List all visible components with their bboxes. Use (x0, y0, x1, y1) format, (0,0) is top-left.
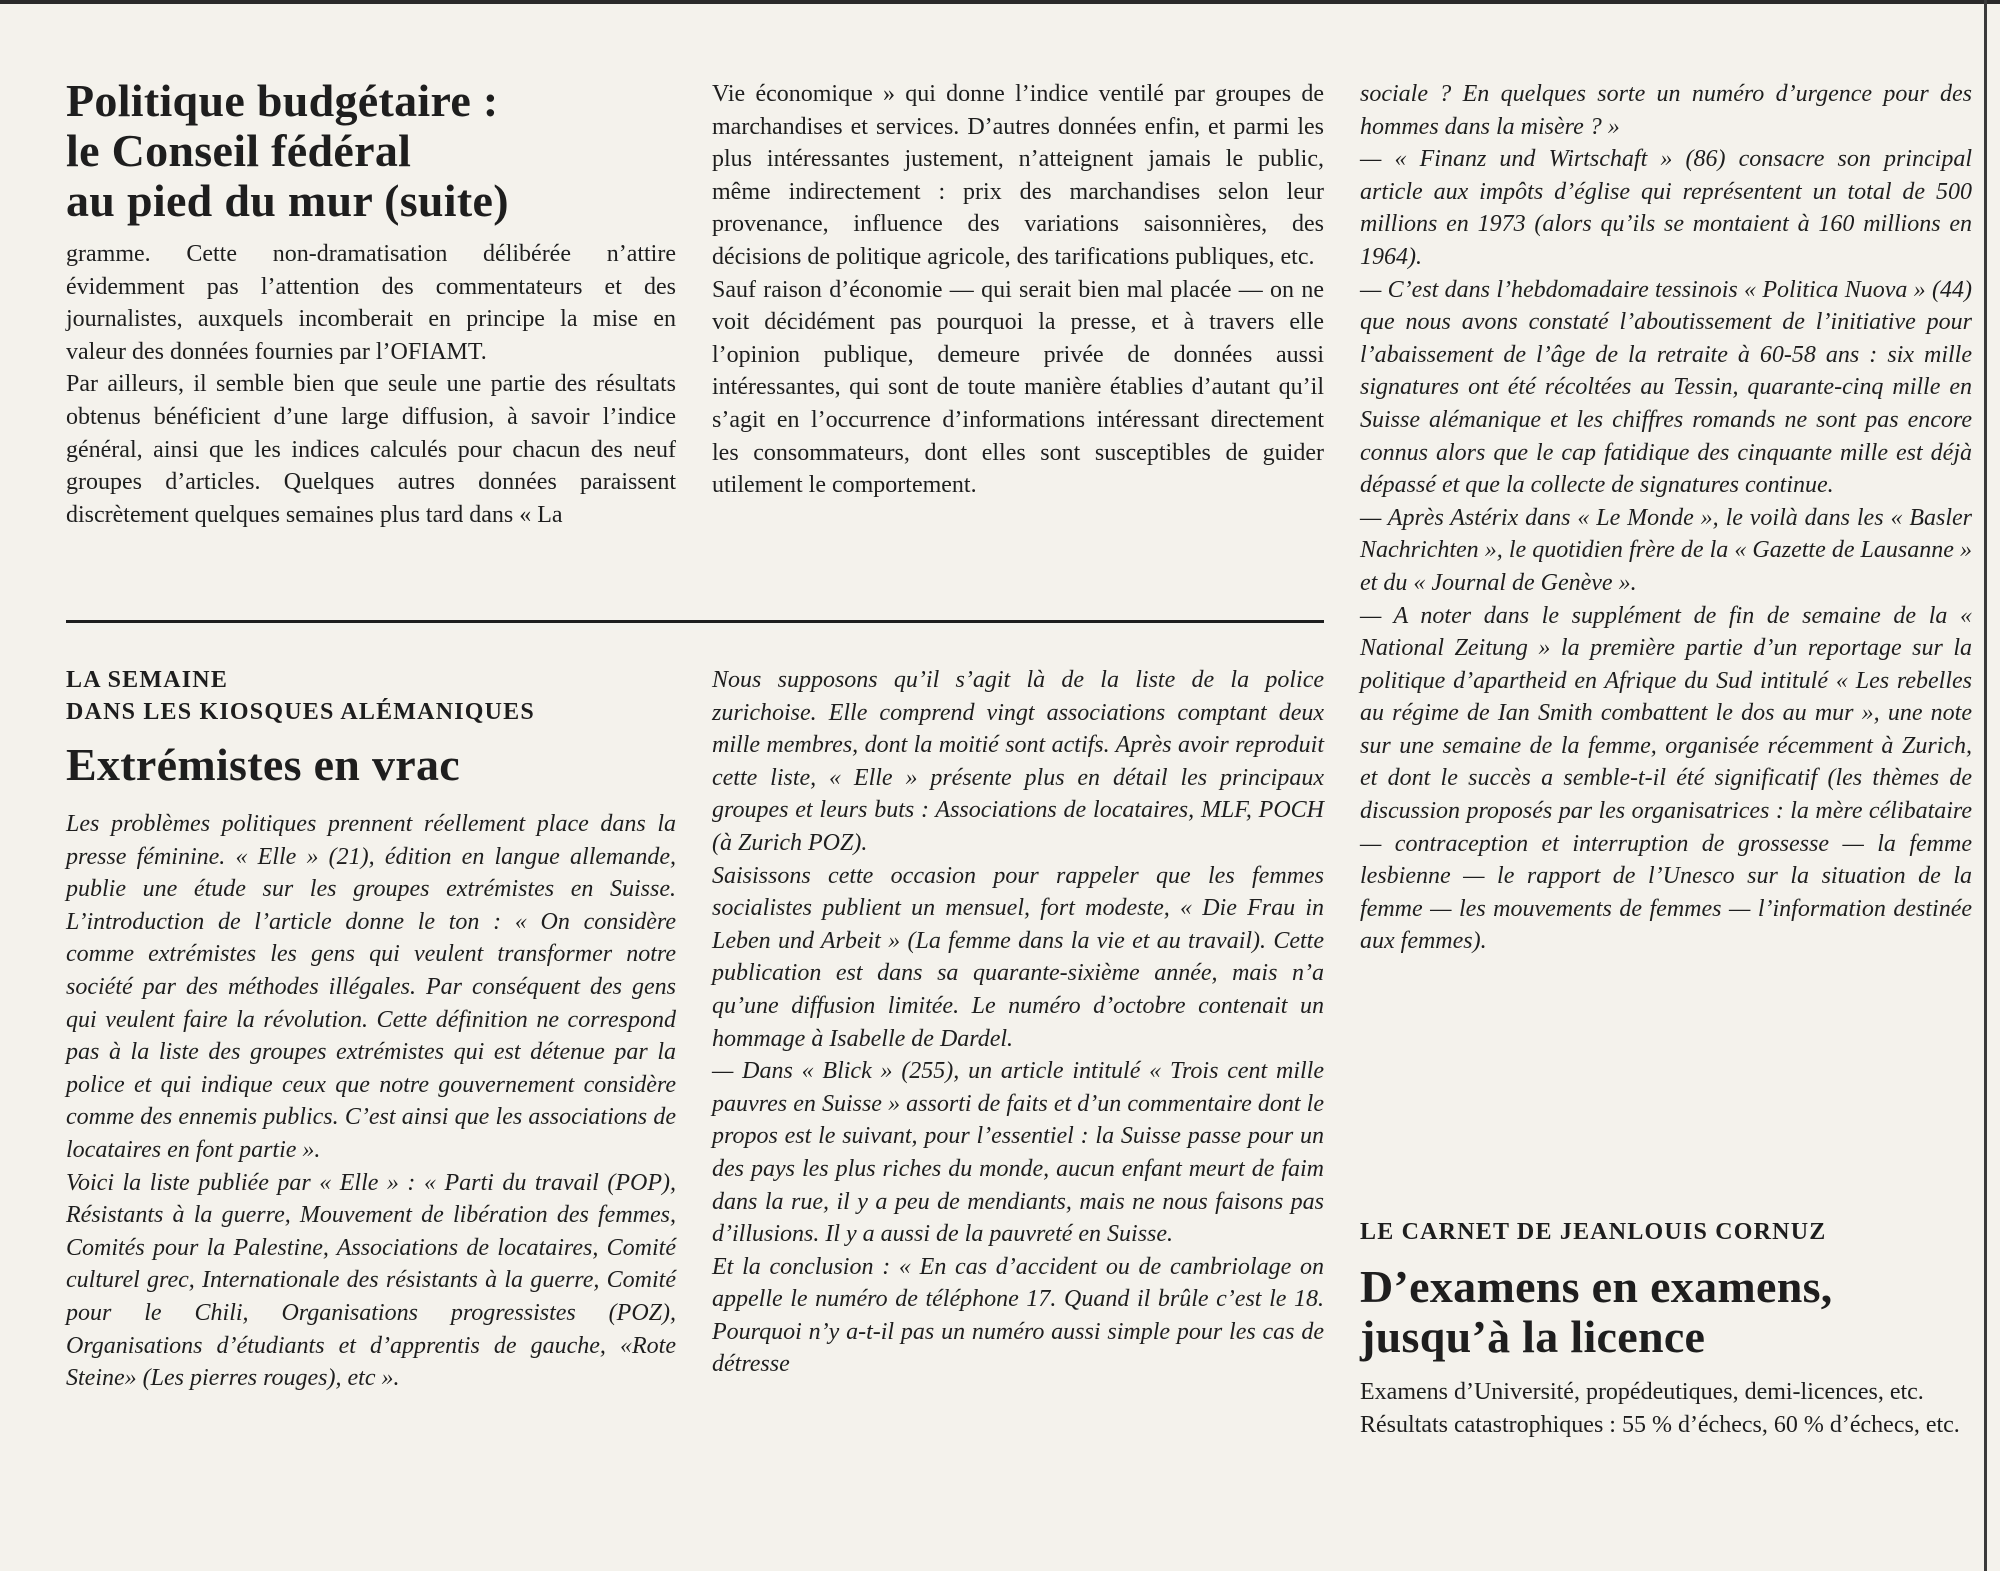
article3-paragraph: Examens d’Université, propédeutiques, demi-licences, etc. (1360, 1379, 1924, 1405)
page-top-border (0, 0, 2000, 4)
article2-paragraph: Nous supposons qu’il s’agit là de la liste de la police zurichoise. Elle comprend vingt associations comptant deux mille membres, dont la moitié sont actifs. Après avoir reproduit cette liste, « Elle » présente plus en détail les principaux groupes et leurs buts : Associations de locataires, MLF, POCH (à Zurich POZ). (712, 667, 1324, 856)
article3-paragraph: Résultats catastrophiques : 55 % d’échecs, 60 % d’échecs, etc. (1360, 1411, 1960, 1438)
article2-paragraph: Les problèmes politiques prennent réellement place dans la presse féminine. « Elle » (21), édition en langue allemande, publie une étude sur les groupes extrémistes en Suisse. L’introduction de l’article donne le ton : « On considère comme extrémistes les gens qui veulent transformer notre société par des méthodes illégales. Par conséquent des gens qui veulent faire la révolution. Cette définition ne correspond pas à la liste des groupes extrémistes qui est détenue par la police et qui indique ceux que notre gouvernement considère comme des ennemis publics. C’est ainsi que les associations de locataires en font partie ». (66, 811, 676, 1163)
article1-column-2 (712, 78, 1324, 502)
article2-kicker (66, 664, 676, 728)
article2-column-3 (1360, 78, 1972, 958)
article1-paragraph: Sauf raison d’économie — qui serait bien mal placée — on ne voit décidément pas pourquoi la presse, et à travers elle l’opinion publique, demeure privée de données aussi intéressantes, qui sont de toute manière établies d’autant qu’il s’agit en l’occurrence d’informations intéressant directement les consommateurs, dont elles sont susceptibles de guider utilement le comportement. (712, 276, 1324, 499)
headline-line: D’examens en examens, (1360, 1261, 1833, 1312)
article2-paragraph: — « Finanz und Wirtschaft » (86) consacre son principal article aux impôts d’église qui représentent un total de 500 millions en 1973 (alors qu’ils se montaient à 160 millions en 1964). (1360, 146, 1972, 270)
article2-paragraph: Saisissons cette occasion pour rappeler que les femmes socialistes publient un mensuel, fort modeste, « Die Frau in Leben und Arbeit » (La femme dans la vie et au travail). Cette publication est dans sa quarante-sixième année, mais n’a qu’une diffusion limitée. Le numéro d’octobre contenait un hommage à Isabelle de Dardel. (712, 862, 1324, 1052)
headline-line: le Conseil fédéral (66, 125, 412, 176)
article3-headline (1360, 1262, 1972, 1362)
article2-paragraph: Et la conclusion : « En cas d’accident ou de cambriolage on appelle le numéro de téléphone 17. Quand il brûle c’est le 18. Pourquoi n’y a-t-il pas un numéro aussi simple pour les cas de détresse (712, 1253, 1324, 1378)
article2-paragraph: sociale ? En quelques sorte un numéro d’urgence pour des hommes dans la misère ? » (1360, 81, 1972, 140)
article2-column-2 (712, 664, 1324, 1381)
page-right-border (1984, 0, 1987, 1571)
headline-line: au pied du mur (suite) (66, 175, 509, 226)
headline-line: jusqu’à la licence (1360, 1311, 1706, 1362)
article2-paragraph: — A noter dans le supplément de fin de semaine de la « National Zeitung » la première partie d’un reportage sur la politique d’apartheid en Afrique du Sud intitulé « Les rebelles au régime de Ian Smith combattent le dos au mur », une note sur une semaine de la femme, organisée récemment à Zurich, et dont le succès a semble-t-il été significatif (les thèmes de discussion proposés par les organisatrices : la mère célibataire — contraception et interruption de grossesse — la femme lesbienne — le rapport de l’Unesco sur la situation de la femme — les mouvements de femmes — l’information destinée aux femmes). (1360, 602, 1972, 955)
article1-column-1 (66, 76, 676, 531)
headline-line: Politique budgétaire : (66, 75, 499, 126)
article2-headline: Extrémistes en vrac (66, 739, 461, 790)
article3-kicker: LE CARNET DE JEANLOUIS CORNUZ (1360, 1219, 1827, 1245)
article2-paragraph: — Dans « Blick » (255), un article intitulé « Trois cent mille pauvres en Suisse » assorti de faits et d’un commentaire dont le propos est le suivant, pour l’essentiel : la Suisse passe pour un des pays les plus riches du monde, aucun enfant meurt de faim dans la rue, il y a peu de mendiants, mais ne nous faisons pas d’illusions. Il y a aussi de la pauvreté en Suisse. (712, 1058, 1324, 1248)
article2-paragraph: — C’est dans l’hebdomadaire tessinois « Politica Nuova » (44) que nous avons constaté l’aboutissement de l’initiative pour l’abaissement de l’âge de la retraite à 60-58 ans : six mille signatures ont été récoltées au Tessin, quarante-cinq mille en Suisse alémanique et les chiffres romands ne sont pas encore connus alors que le cap fatidique des cinquante mille est déjà dépassé et que la collecte de signatures continue. (1360, 276, 1972, 499)
kicker-line: LA SEMAINE (66, 667, 229, 693)
article2-paragraph: — Après Astérix dans « Le Monde », le voilà dans les « Basler Nachrichten », le quotidien frère de la « Gazette de Lausanne » et du « Journal de Genève ». (1360, 504, 1972, 596)
article1-paragraph: Vie économique » qui donne l’indice ventilé par groupes de marchandises et services. D’autres données enfin, et parmi les plus intéressantes justement, n’atteignent jamais le public, même indirectement : prix des marchandises selon leur provenance, influence des variations saisonnières, des décisions de politique agricole, des tarifications publiques, etc. (712, 81, 1324, 270)
article1-paragraph: gramme. Cette non-dramatisation délibérée n’attire évidemment pas l’attention des commentateurs et des journalistes, auxquels incomberait en principe la mise en valeur des données fournies par l’OFIAMT. (66, 241, 676, 365)
article2-column-1 (66, 664, 676, 1395)
kicker-line: DANS LES KIOSQUES ALÉMANIQUES (66, 699, 535, 725)
article2-paragraph: Voici la liste publiée par « Elle » : « Parti du travail (POP), Résistants à la guerre, Mouvement de libération des femmes, Comités pour la Palestine, Associations de locataires, Comité culturel grec, Internationale des résistants à la guerre, Comité pour le Chili, Organisations progressistes (POZ), Organisations d’étudiants et d’apprentis de gauche, «Rote Steine» (Les pierres rouges), etc ». (66, 1169, 676, 1392)
article1-paragraph: Par ailleurs, il semble bien que seule une partie des résultats obtenus bénéficient d’une large diffusion, à savoir l’indice général, ainsi que les indices calculés pour chacun des neuf groupes d’articles. Quelques autres données paraissent discrètement quelques semaines plus tard dans « La (66, 371, 676, 528)
article3-column (1360, 1216, 1972, 1441)
article1-headline (66, 76, 676, 226)
section-divider (66, 620, 1324, 623)
